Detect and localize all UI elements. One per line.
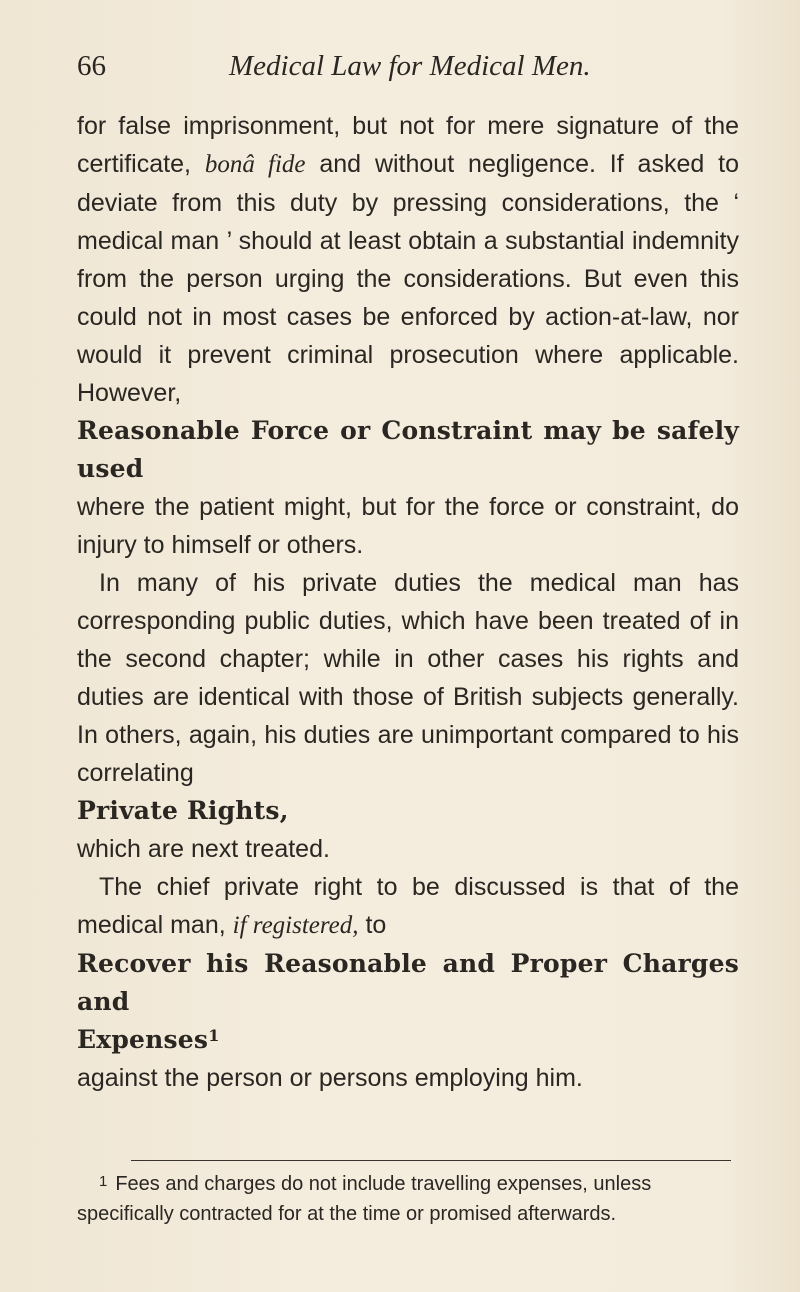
paragraph-5-text-a: The chief private right to be discussed is that of the medical man, <box>77 873 739 939</box>
page-number: 66 <box>77 50 106 82</box>
footnote-divider <box>131 1160 731 1161</box>
paragraph-5 <box>77 868 739 945</box>
footnote-reference: 1 <box>208 1026 220 1045</box>
paragraph-5-text-b: to <box>358 911 387 939</box>
paragraph-6: against the person or persons employing him. <box>77 1064 583 1092</box>
paragraph-2: where the patient might, but for the force or constraint, do injury to himself or others. <box>77 493 739 559</box>
paragraph-3: In many of his private duties the medical man has corresponding public duties, which have been treated of in the second chapter; while in other cases his rights and duties are identical with those of British subjects generally. In others, again, his duties are unimportant compared to his correlating <box>77 569 739 787</box>
footnote-mark: 1 <box>99 1173 108 1190</box>
heading-3-line-2: Expenses <box>77 1025 209 1054</box>
body-text <box>77 107 739 1097</box>
page-header <box>77 50 742 90</box>
paragraph-1-text-b: and without negligence. If asked to deviate from this duty by pressing considerations, the ‘ medical man ’ should at least obtain a substantial indemnity from the person urging the considerations. But even this could not in most cases be enforced by action-at-law, nor would it prevent criminal prosecution where applicable. However, <box>77 150 739 407</box>
footnote <box>77 1170 739 1228</box>
paragraph-5-italic: if registered, <box>232 912 359 939</box>
section-heading-private-rights: Private Rights, <box>77 796 289 825</box>
paragraph-1-italic: bonâ fide <box>204 151 306 178</box>
paragraph-1 <box>77 107 739 412</box>
section-heading-reasonable-force: Reasonable Force or Constraint may be safely used <box>77 416 739 483</box>
heading-3-line-1: Recover his Reasonable and Proper Charges and <box>77 949 739 1016</box>
running-head: Medical Law for Medical Men. <box>229 50 591 82</box>
footnote-text: Fees and charges do not include travelling expenses, unless specifically contracted for at the time or promised afterwards. <box>77 1173 652 1225</box>
paragraph-1-text-a: for false imprisonment, but not for mere signature of the certificate, <box>77 112 739 178</box>
paragraph-4: which are next treated. <box>77 835 330 863</box>
section-heading-recover-charges <box>77 945 739 1059</box>
